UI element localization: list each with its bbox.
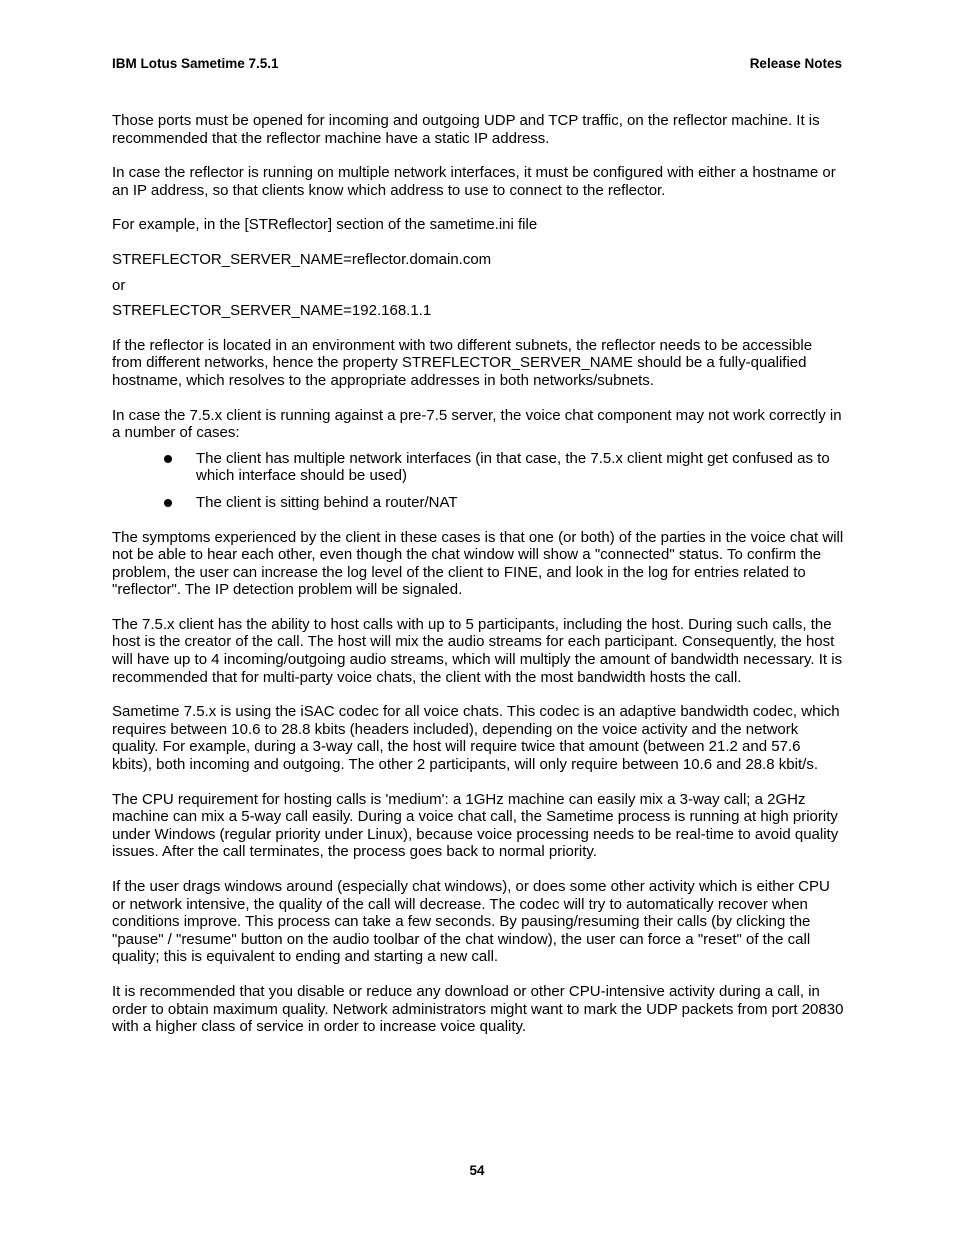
paragraph-cpu-requirement: The CPU requirement for hosting calls is 'medium': a 1GHz machine can easily mix a 3-way call; a 2GHz machine can mix a 5-way call easily. During a voice chat call, the Sametime process is running at high priority under Windows (regular priority under Linux), because voice processing needs to be real-time to avoid quality issues. After the call terminates, the process goes back to normal priority. <box>112 790 839 861</box>
paragraph-call-quality: If the user drags windows around (especially chat windows), or does some other activity which is either CPU or network intensive, the quality of the call will decrease. The codec will try to automatically recover when conditions improve. This process can take a few seconds. By pausing/resuming their calls (by clicking the "pause" / "resume" button on the audio toolbar of the chat window), the user can force a "reset" of the call quality; this is equivalent to ending and starting a new call. <box>112 878 830 966</box>
config-or: or <box>112 276 126 294</box>
paragraph-ports: Those ports must be opened for incoming and outgoing UDP and TCP traffic, on the reflector machine. It is recommended that the reflector machine have a static IP address. <box>112 112 820 147</box>
header-section-title: Release Notes <box>749 56 842 71</box>
paragraph-recommendation: It is recommended that you disable or reduce any download or other CPU-intensive activity during a call, in order to obtain maximum quality. Network administrators might want to mark the UDP packets from port 20830 with a higher class of service in order to increase voice quality. <box>112 982 844 1036</box>
config-line-hostname: STREFLECTOR_SERVER_NAME=reflector.domain.com <box>112 250 492 268</box>
list-item-text: The client is sitting behind a router/NAT <box>196 493 458 511</box>
bullet-icon <box>164 455 172 463</box>
page-header <box>112 56 842 74</box>
paragraph-pre75-server: In case the 7.5.x client is running against a pre-7.5 server, the voice chat component may not work correctly in a number of cases: <box>112 406 842 442</box>
paragraph-hosting-calls: The 7.5.x client has the ability to host calls with up to 5 participants, including the host. During such calls, the host is the creator of the call. The host will mix the audio streams for each participant. Consequently, the host will have up to 4 incoming/outgoing audio streams, which will multiply the amount of bandwidth necessary. It is recommended that for multi-party voice chats, the client with the most bandwidth hosts the call. <box>112 615 843 686</box>
list-item <box>112 450 844 485</box>
document-body <box>112 112 844 1053</box>
paragraph-symptoms: The symptoms experienced by the client in these cases is that one (or both) of the parties in the voice chat will not be able to hear each other, even though the chat window will show a "connected" status. To confirm the problem, the user can increase the log level of the client to FINE, and look in the log for entries related to "reflector". The IP detection problem will be signaled. <box>112 528 844 599</box>
config-line-ip: STREFLECTOR_SERVER_NAME=192.168.1.1 <box>112 302 432 320</box>
header-product-title: IBM Lotus Sametime 7.5.1 <box>112 56 279 71</box>
list-item <box>112 494 844 512</box>
paragraph-subnets: If the reflector is located in an environment with two different subnets, the reflector needs to be accessible from different networks, hence the property STREFLECTOR_SERVER_NAME should be a fully-qualified hostname, which resolves to the appropriate addresses in both networks/subnets. <box>112 336 813 389</box>
list-item-text: The client has multiple network interfaces (in that case, the 7.5.x client might get confused as to which interface should be used) <box>196 449 830 485</box>
bullet-list <box>112 450 844 512</box>
page-number: 54 <box>469 1163 485 1178</box>
paragraph-isac-codec: Sametime 7.5.x is using the iSAC codec for all voice chats. This codec is an adaptive bandwidth codec, which requires between 10.6 to 28.8 kbits (headers included), depending on the voice activity and the network quality. For example, during a 3-way call, the host will require twice that amount (between 21.2 and 57.6 kbits), both incoming and outgoing. The other 2 participants, will only require between 10.6 and 28.8 kbit/s. <box>112 703 840 774</box>
paragraph-example-intro: For example, in the [STReflector] section of the sametime.ini file <box>112 216 538 234</box>
paragraph-multiple-interfaces: In case the reflector is running on multiple network interfaces, it must be configured with either a hostname or an IP address, so that clients know which address to use to connect to the reflector. <box>112 164 836 199</box>
bullet-icon <box>164 499 172 507</box>
